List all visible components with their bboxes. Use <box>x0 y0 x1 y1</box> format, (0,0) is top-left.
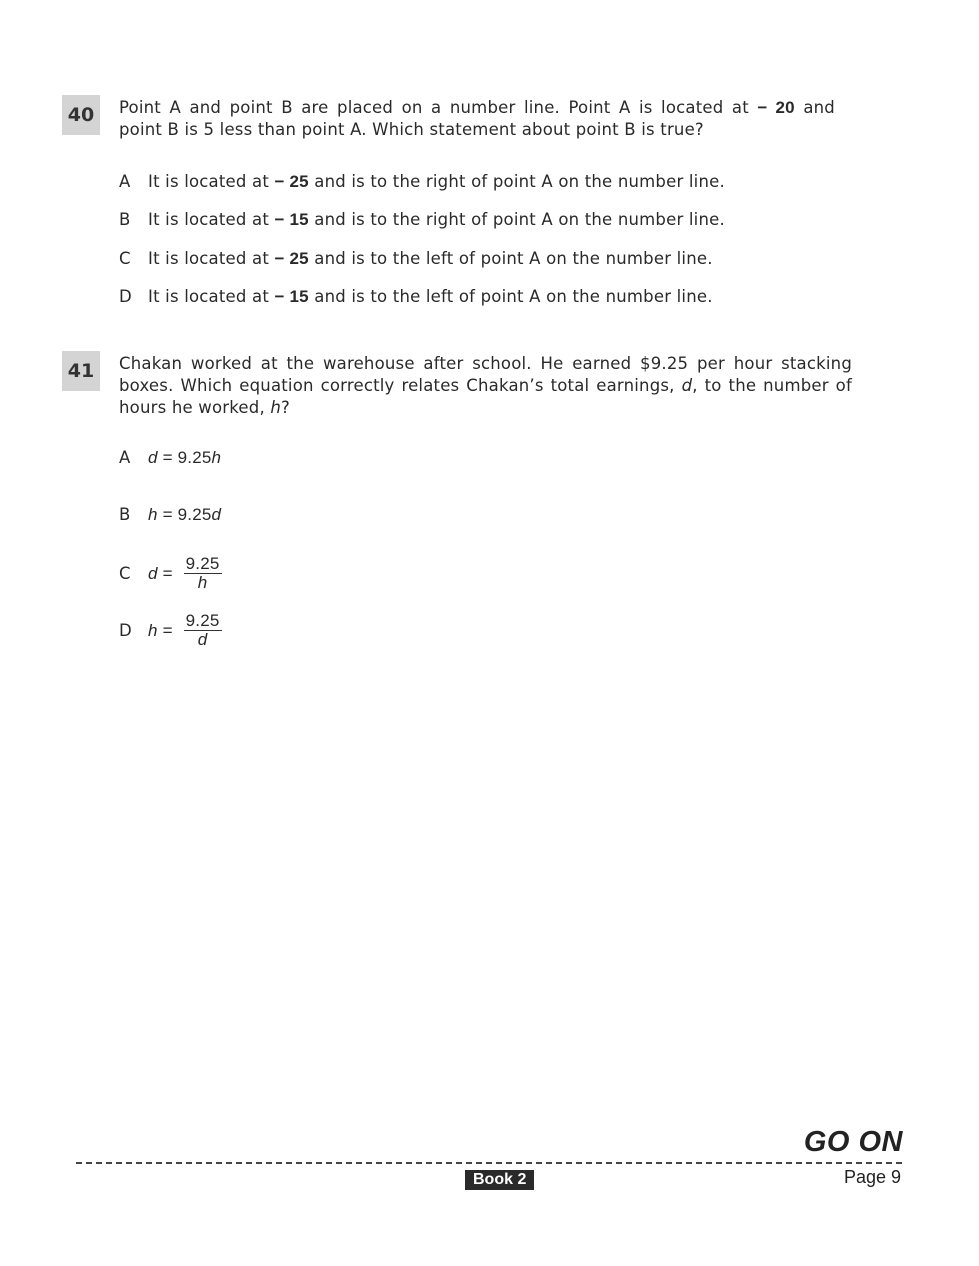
q40-stem-number: − 20 <box>757 98 795 117</box>
eq-sign: = <box>157 448 178 467</box>
q40-stem-text-1: Point A and point B are placed on a number line. Point A is located at <box>119 98 758 117</box>
option-text: It is located at <box>148 172 275 191</box>
q41-option-b[interactable] <box>119 504 221 526</box>
fraction <box>184 612 222 649</box>
option-text: It is located at <box>148 287 275 306</box>
q41-stem-var-h: h <box>270 398 282 417</box>
eq-sign: = <box>157 505 178 524</box>
option-letter: B <box>119 210 131 229</box>
option-letter: A <box>119 172 131 191</box>
q40-option-b[interactable] <box>119 209 725 231</box>
fraction-numerator: 9.25 <box>185 611 220 630</box>
q41-option-c[interactable] <box>119 555 222 592</box>
question-41-stem <box>119 353 852 419</box>
eq-lhs: d <box>148 448 158 467</box>
q41-stem-text: ? <box>281 398 290 417</box>
option-number: − 15 <box>274 210 309 229</box>
fraction-numerator: 9.25 <box>185 554 220 573</box>
q41-stem-text: , to the number of <box>692 376 852 395</box>
option-text: It is located at <box>148 249 275 268</box>
q40-option-a[interactable] <box>119 171 725 193</box>
eq-rhs: h <box>211 448 222 467</box>
option-letter: D <box>119 287 132 306</box>
option-text: It is located at <box>148 210 275 229</box>
fraction <box>184 555 222 592</box>
option-number: − 25 <box>274 249 309 268</box>
option-text: and is to the left of point A on the number line. <box>308 287 713 306</box>
eq-sign: = <box>157 620 178 640</box>
option-letter: C <box>119 563 131 583</box>
q41-option-d[interactable] <box>119 612 222 649</box>
eq-lhs: h <box>148 620 158 640</box>
fraction-denominator: d <box>197 630 208 649</box>
book-label: Book 2 <box>465 1170 534 1190</box>
equation <box>148 555 222 592</box>
equation <box>148 447 221 469</box>
eq-coef: 9.25 <box>177 448 212 467</box>
eq-lhs: h <box>148 505 158 524</box>
eq-lhs: d <box>148 563 158 583</box>
page-number: Page 9 <box>843 1167 901 1187</box>
option-letter: B <box>119 505 131 524</box>
go-on-label: GO ON <box>803 1126 903 1158</box>
q40-option-c[interactable] <box>119 248 713 270</box>
q40-option-d[interactable] <box>119 286 713 308</box>
q41-stem-var-d: d <box>681 376 693 395</box>
equation <box>148 504 221 526</box>
question-40-stem <box>119 97 835 141</box>
eq-sign: = <box>157 563 178 583</box>
q41-stem-text: boxes. Which equation correctly relates Chakan’s total earnings, <box>119 376 682 395</box>
option-number: − 15 <box>274 287 309 306</box>
option-letter: D <box>119 620 132 640</box>
option-text: and is to the right of point A on the number line. <box>308 172 725 191</box>
q41-option-a[interactable] <box>119 447 221 469</box>
q41-stem-text: hours he worked, <box>119 398 271 417</box>
eq-rhs: d <box>211 505 222 524</box>
footer-divider <box>76 1162 902 1164</box>
fraction-denominator: h <box>197 573 208 592</box>
option-number: − 25 <box>274 172 309 191</box>
q40-stem-line-2: point B is 5 less than point A. Which statement about point B is true? <box>119 120 704 139</box>
option-letter: A <box>119 448 131 467</box>
option-text: and is to the right of point A on the number line. <box>308 210 725 229</box>
q41-stem-line-1: Chakan worked at the warehouse after school. He earned $9.25 per hour stacking <box>119 354 852 373</box>
equation <box>148 612 222 649</box>
q40-stem-text-2: and <box>794 98 835 117</box>
question-number-41: 41 <box>62 351 100 391</box>
eq-coef: 9.25 <box>177 505 212 524</box>
option-text: and is to the left of point A on the number line. <box>308 249 713 268</box>
option-letter: C <box>119 249 131 268</box>
question-number-40: 40 <box>62 95 100 135</box>
